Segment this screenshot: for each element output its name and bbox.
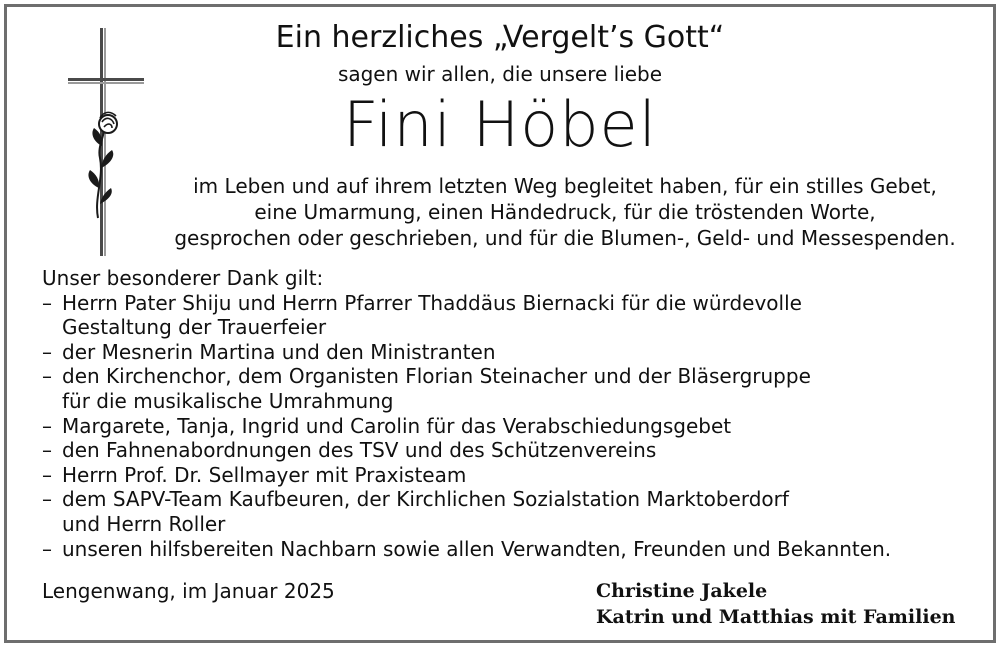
list-item-text: Herrn Prof. Dr. Sellmayer mit Praxisteam xyxy=(62,462,467,487)
list-item xyxy=(42,463,982,488)
dash-bullet: – xyxy=(42,536,52,561)
list-item xyxy=(42,340,982,365)
dash-bullet: – xyxy=(42,438,52,463)
list-item xyxy=(42,438,982,463)
body-line: eine Umarmung, einen Händedruck, für die tröstenden Worte, xyxy=(254,200,876,224)
dash-bullet: – xyxy=(42,339,52,364)
list-item-text: der Mesnerin Martina und den Ministranten xyxy=(62,339,496,364)
list-item-text: den Kirchenchor, dem Organisten Florian Steinacher und der Bläsergruppe xyxy=(62,364,811,389)
list-item-text: Margarete, Tanja, Ingrid und Carolin für das Verabschiedungsgebet xyxy=(62,413,732,438)
list-item xyxy=(42,364,982,389)
list-item-text: den Fahnenabordnungen des TSV und des Schützenvereins xyxy=(62,438,657,463)
place-date: Lengenwang, im Januar 2025 xyxy=(42,579,335,603)
cross-with-rose-icon xyxy=(60,28,150,258)
list-item xyxy=(42,291,982,316)
list-item-continuation: Gestaltung der Trauerfeier xyxy=(62,315,327,340)
list-item-continuation: für die musikalische Umrahmung xyxy=(62,388,394,413)
list-item xyxy=(42,487,982,512)
intro-line: sagen wir allen, die unsere liebe xyxy=(337,62,663,86)
dash-bullet: – xyxy=(42,487,52,512)
list-item xyxy=(42,414,982,439)
gratitude-paragraph xyxy=(140,173,990,251)
dash-bullet: – xyxy=(42,462,52,487)
deceased-name: Fini Höbel xyxy=(343,88,657,161)
list-item-text: dem SAPV-Team Kaufbeuren, der Kirchlichen Sozialstation Marktoberdorf xyxy=(62,487,789,512)
header xyxy=(150,18,850,162)
dash-bullet: – xyxy=(42,364,52,389)
list-item xyxy=(42,537,982,562)
dash-bullet: – xyxy=(42,413,52,438)
body-line: gesprochen oder geschrieben, und für die Blumen-, Geld- und Messespenden. xyxy=(174,226,956,250)
page-title: Ein herzliches „Vergelt’s Gott“ xyxy=(275,20,725,55)
list-item-continuation: und Herrn Roller xyxy=(62,511,226,536)
list-item-text: Herrn Pater Shiju und Herrn Pfarrer Thaddäus Biernacki für die würdevolle xyxy=(62,290,802,315)
dash-bullet: – xyxy=(42,290,52,315)
signers xyxy=(596,578,955,630)
body-line: im Leben und auf ihrem letzten Weg begleitet haben, für ein stilles Gebet, xyxy=(193,174,937,198)
thanks-list xyxy=(42,266,982,561)
signer-name: Christine Jakele xyxy=(596,580,768,602)
list-item-text: unseren hilfsbereiten Nachbarn sowie allen Verwandten, Freunden und Bekannten. xyxy=(62,536,892,561)
signer-name: Katrin und Matthias mit Familien xyxy=(596,606,956,628)
thanks-heading: Unser besonderer Dank gilt: xyxy=(42,266,324,290)
